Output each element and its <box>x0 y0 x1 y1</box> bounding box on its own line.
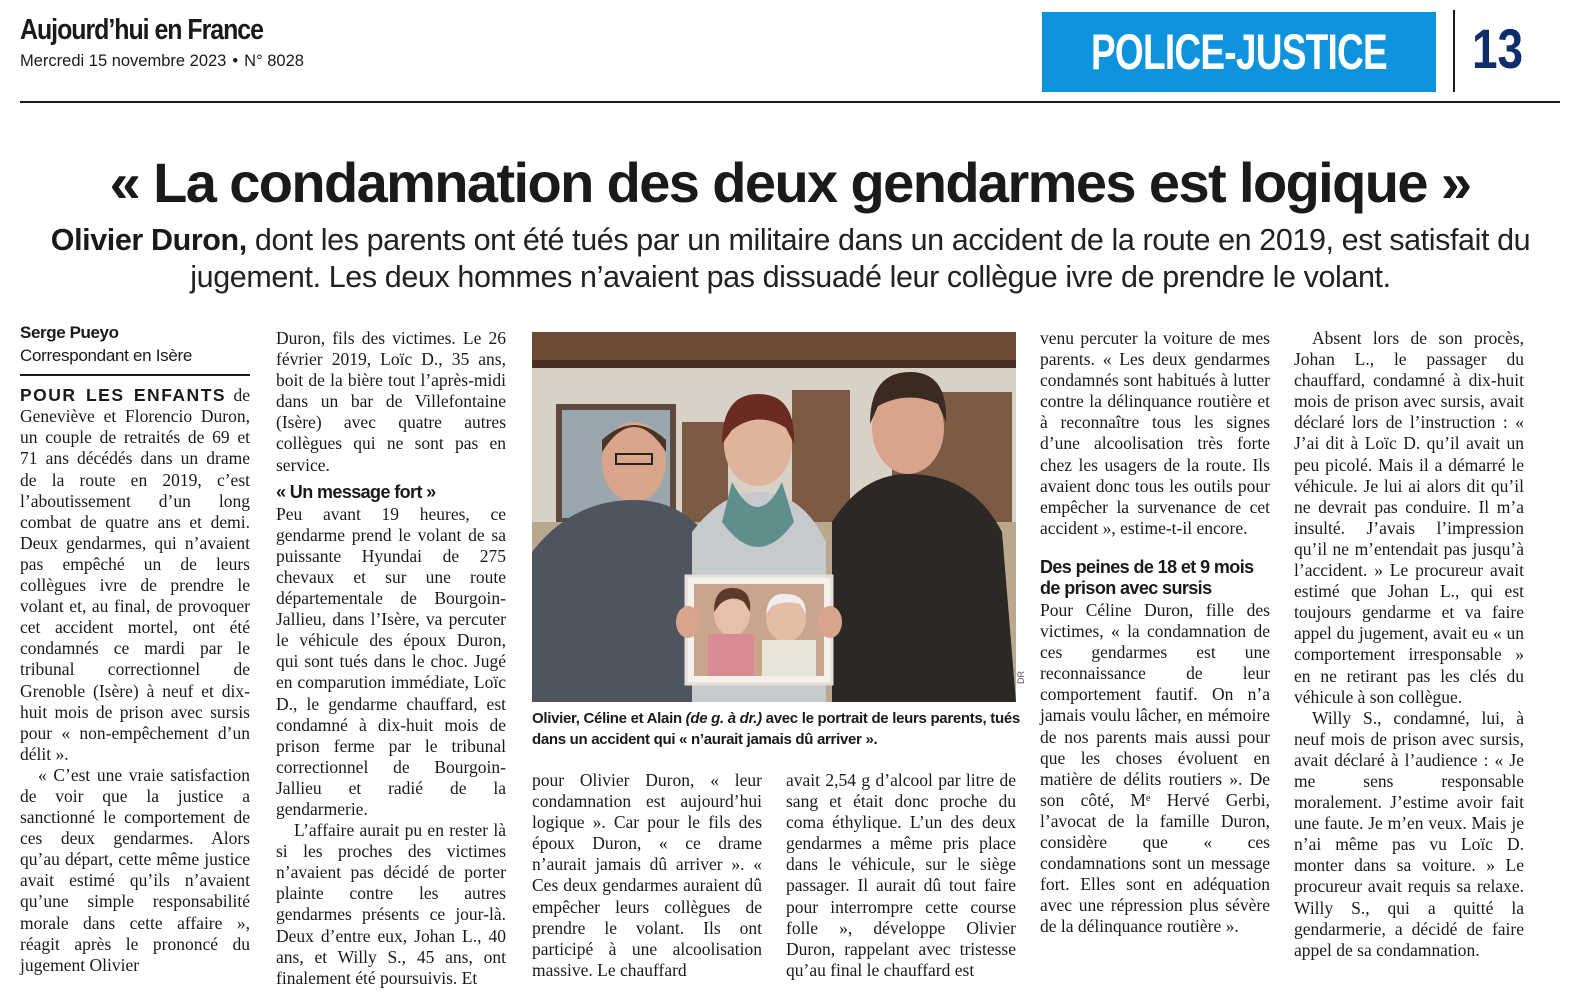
author-name: Serge Pueyo <box>20 323 119 342</box>
paragraph: pour Olivier Duron, « leur condamnation est aujourd’hui logique ». Car pour le fils des époux Duron, « ce drame n’aurait jamais dû arriver ». « Ces deux gendarmes auraient dû empêcher leurs collègues de prendre le volant. Ils ont participé à une alcoolisation massive. Le chauffard <box>532 770 762 980</box>
paragraph: Pour Céline Duron, fille des victimes, « la condamnation de ces gendarmes est une reconnaissance de leur comportement fautif. On n’a jamais voulu lâcher, en mémoire de nos parents mais aussi pour que les choses évoluent en matière de délits routiers ». De son côté, Mᵉ Hervé Gerbi, l’avocat de la famille Duron, considère que « ces condamnations sont un message fort. Elles sont en adéquation avec une répression plus sévère de la délinquance routière ». <box>1040 599 1270 937</box>
bullet-separator: • <box>232 52 239 70</box>
photo-illustration <box>532 332 1016 702</box>
column-3 <box>532 770 762 981</box>
column-5 <box>1040 328 1270 937</box>
photo-caption <box>532 708 1020 750</box>
deck-lead: Olivier Duron, <box>50 223 247 257</box>
paragraph: Willy S., condamné, lui, à neuf mois de prison avec sursis, avait déclaré à l’audience : « Je me sens responsable moralement. J’estime avoir fait une faute. Je m’en veux. Mais je n’ai même pas vu Loïc D. monter dans sa voiture. » Le procureur avait requis sa relaxe. Willy S., qui a quitté la gendarmerie, a décidé de faire appel de sa condamnation. <box>1294 707 1524 960</box>
page-number: 13 <box>1472 17 1524 80</box>
paragraph: « C’est une vraie satisfaction de voir que la justice a sanctionné le comportement de ces deux gendarmes. Alors qu’au départ, cette même justice avait estimé qu’ils n’avaient qu’une simple responsabilité morale dans cette affaire », réagit après le prononcé du jugement Olivier <box>20 764 250 975</box>
header-rule <box>20 101 1560 103</box>
lead-in: POUR LES ENFANTS <box>20 385 227 406</box>
caption-text: avec le portrait de leurs parents, tués dans un accident qui « n’aurait jamais dû arriver ». <box>532 710 1020 748</box>
photo-credit: DR <box>1016 671 1026 684</box>
section-label: POLICE-JUSTICE <box>1091 24 1387 80</box>
paragraph: Absent lors de son procès, Johan L., le passager du chauffard, condamné à dix-huit mois de prison avec sursis, avait déclaré lors de l’instruction : « J’ai dit à Loïc D. qu’il avait un peu picolé. Mais il a démarré le véhicule. Je lui ai alors dit qu’il ne devrait pas conduire. Il m’a insulté. J’avais l’impression qu’il ne m’entendait pas jusqu’à l’accident. » Le procureur avait estimé que Johan L., qui est toujours gendarme et va faire appel du jugement, avait eu « un comportement irresponsable » en ne retirant pas les clés du véhicule à son collègue. <box>1294 328 1524 707</box>
column-4 <box>786 770 1016 981</box>
article-headline: « La condamnation des deux gendarmes est logique » <box>109 151 1471 214</box>
issue-date: Mercredi 15 novembre 2023 <box>20 52 227 70</box>
column-2 <box>276 328 506 989</box>
newspaper-logo: Aujourd’hui en France <box>20 14 263 46</box>
paragraph: Duron, fils des victimes. Le 26 février 2019, Loïc D., 35 ans, boit de la bière tout l’après-midi dans un bar de Villefontaine (Isère) avec quatre autres collègues qui ne sont pas en service. <box>276 328 506 475</box>
dateline <box>20 52 304 71</box>
caption-names: Olivier, Céline et Alain <box>532 710 686 727</box>
author-role: Correspondant en Isère <box>20 346 193 366</box>
subheading: Des peines de 18 et 9 mois de prison avec sursis <box>1040 556 1254 598</box>
header-divider <box>1453 10 1455 92</box>
article-deck <box>18 222 1563 296</box>
paragraph: avait 2,54 g d’alcool par litre de sang et était donc proche du coma éthylique. L’un des deux gendarmes a même pris place dans le véhicule, sur le siège passager. Il aurait dû tout faire pour interrompre cette course folle », développe Olivier Duron, rappelant avec tristesse qu’au final le chauffard est <box>786 770 1016 980</box>
paragraph: L’affaire aurait pu en rester là si les proches des victimes n’avaient pas décidé de porter plainte contre les autres gendarmes présents ce jour-là. Deux d’entre eux, Johan L., 40 ans, et Willy S., 45 ans, ont finalement été poursuivis. Et <box>276 820 506 988</box>
masthead-block <box>20 14 304 71</box>
column-1 <box>20 322 250 976</box>
byline-rule <box>20 374 250 376</box>
section-banner <box>1042 12 1436 92</box>
deck-text: dont les parents ont été tués par un militaire dans un accident de la route en 2019, est satisfait du jugement. Les deux hommes n’avaient pas dissuadé leur collègue ivre de prendre le volant. <box>190 223 1531 294</box>
caption-position: (de g. à dr.) <box>685 710 762 727</box>
paragraph-text: de Geneviève et Florencio Duron, un couple de retraités de 69 et 71 ans décédés dans un drame de la route en 2019, c’est l’aboutissement d’un long combat de quatre ans et demi. Deux gendarmes, qui n’avaient pas empêché un de leurs collègues ivre de prendre le volant et, au final, de provoquer cet accident mortel, ont été condamnés ce mardi par le tribunal correctionnel de Grenoble (Isère) à neuf et dix-huit mois de prison avec sursis pour « non-empêchement d’un délit ». <box>20 385 250 764</box>
family-photo <box>532 332 1016 702</box>
column-6 <box>1294 328 1524 961</box>
paragraph <box>20 385 250 765</box>
paragraph: Peu avant 19 heures, ce gendarme prend le volant de sa puissante Hyundai de 275 chevaux et sur une route départementale de Bourgoin-Jallieu, dans l’Isère, va percuter le véhicule des époux Duron, qui sont tués dans le choc. Jugé en comparution immédiate, Loïc D., le gendarme chauffard, est condamné à dix-huit mois de prison ferme par le tribunal correctionnel de Bourgoin-Jallieu et radié de la gendarmerie. <box>276 503 506 819</box>
paragraph: venu percuter la voiture de mes parents. « Les deux gendarmes condamnés sont habitués à lutter contre la délinquance routière et à reconnaître tous les signes d’une alcoolisation très forte chez les usagers de la route. Ils avaient donc tous les outils pour empêcher la survenance de cet accident », estime-t-il encore. <box>1040 328 1270 538</box>
issue-number: N° 8028 <box>244 52 304 70</box>
subheading: « Un message fort » <box>276 481 436 502</box>
